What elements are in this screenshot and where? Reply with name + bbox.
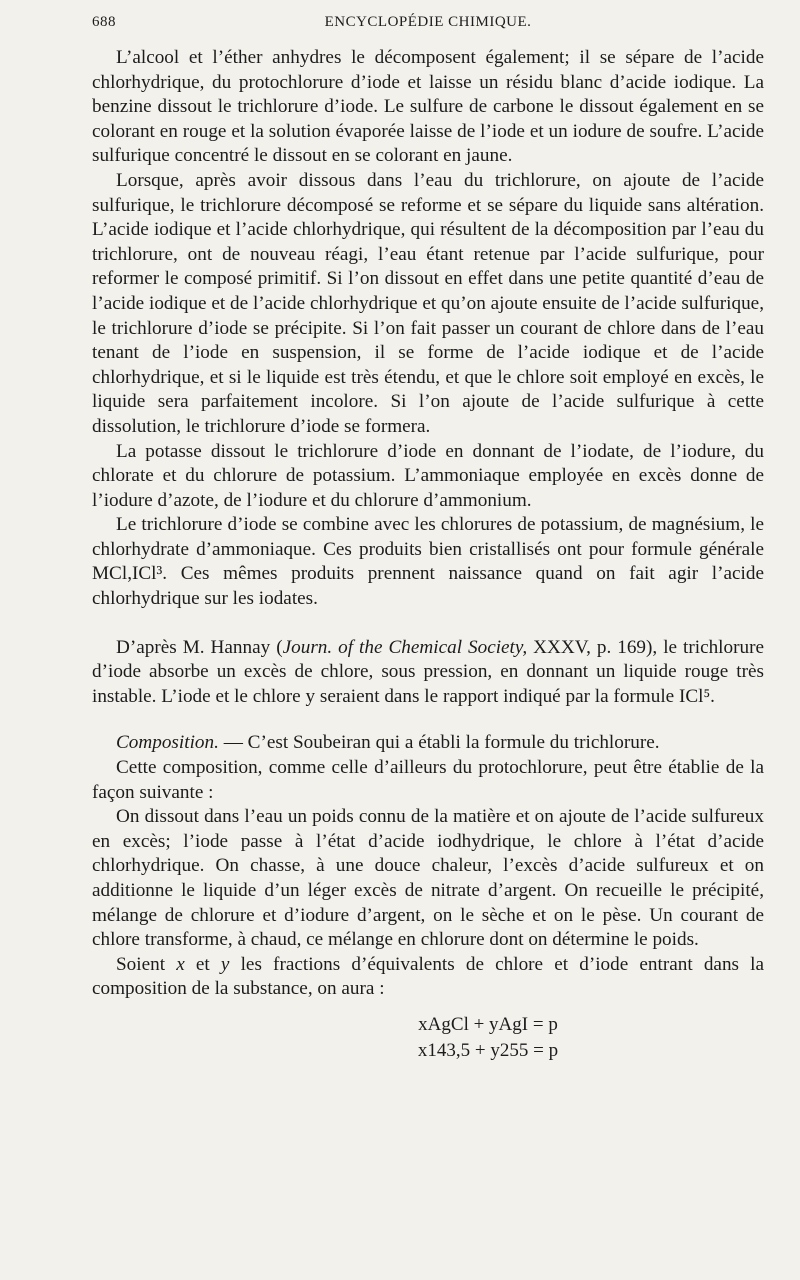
paragraph-hannay bbox=[92, 636, 764, 710]
paragraph-potasse: La potasse dissout le trichlorure d’iode en donnant de l’iodate, de l’iodure, du chlorate et du chlorure de potassium. L’ammoniaque employée en excès donne de l’iodure d’azote, de l’iodure et du chlorure d’ammonium. bbox=[92, 440, 764, 511]
formula-block bbox=[92, 1012, 764, 1064]
running-head: ENCYCLOPÉDIE CHIMIQUE. bbox=[324, 14, 532, 30]
variables-text-c: les fractions d’équivalents de chlore et d’iode entrant dans la composition de la substance, on aura : bbox=[92, 953, 765, 1000]
section-title-composition: Composition. bbox=[116, 732, 219, 754]
variables-text-a: Soient bbox=[116, 953, 177, 975]
journal-title: Journ. of the Chemical Society, bbox=[282, 636, 528, 658]
paragraph-decomposition: L’alcool et l’éther anhydres le décomposent également; il se sépare de l’acide chlorhydrique, du protochlorure d’iode et laisse un résidu blanc d’acide iodique. La benzine dissout le trichlorure d’iode. Le sulfure de carbone le dissout également en se colorant en rouge et la solution évaporée laisse de l’iode et un iodure de soufre. L’acide sulfurique concentré le dissout en se colorant en jaune. bbox=[92, 47, 764, 167]
hannay-text-b: XXXV, p. 169), le trichlorure d’iode absorbe un excès de chlore, sous pression, en donnant un liquide rouge très instable. L’iode et le chlore y seraient dans le rapport indiqué par la formule ICl⁵. bbox=[92, 636, 765, 707]
formula-line-2: x143,5 + y255 = p bbox=[417, 1039, 559, 1061]
hannay-text-a: D’après M. Hannay ( bbox=[116, 636, 283, 658]
variables-text-b: et bbox=[184, 953, 221, 975]
page-header bbox=[92, 14, 764, 40]
paragraph-variables bbox=[92, 953, 764, 1002]
body-text bbox=[92, 46, 764, 1064]
paragraph-composition bbox=[92, 731, 764, 756]
formula-line-1: xAgCl + yAgI = p bbox=[418, 1013, 558, 1035]
paragraph-method: On dissout dans l’eau un poids connu de la matière et on ajoute de l’acide sulfureux en excès; l’iode passe à l’état d’acide iodhydrique, le chlore à l’état d’acide chlorhydrique. On chasse, à une douce chaleur, l’excès d’acide sulfureux et on additionne le liquide d’un léger excès de nitrate d’argent. On recueille le précipité, mélange de chlorure et d’iodure d’argent, on le sèche et on le pèse. Un courant de chlore transforme, à chaud, ce mélange en chlorure dont on détermine le poids. bbox=[92, 806, 764, 951]
variable-y: y bbox=[220, 953, 230, 975]
paragraph-combinations: Le trichlorure d’iode se combine avec les chlorures de potassium, de magnésium, le chlorhydrate d’ammoniaque. Ces produits bien cristallisés ont pour formule générale MCl,ICl³. Ces mêmes produits prennent naissance quand on fait agir l’acide chlorhydrique sur les iodates. bbox=[92, 514, 764, 610]
page-number: 688 bbox=[92, 14, 116, 30]
paragraph-method-intro: Cette composition, comme celle d’ailleurs du protochlorure, peut être établie de la façon suivante : bbox=[92, 757, 764, 803]
paragraph-reformation: Lorsque, après avoir dissous dans l’eau du trichlorure, on ajoute de l’acide sulfurique, le trichlorure décomposé se reforme et se sépare du liquide sans altération. L’acide iodique et l’acide chlorhydrique, qui résultent de la décomposition par l’eau du trichlorure, ont de nouveau réagi, l’eau étant retenue par l’acide sulfurique, pour reformer le composé primitif. Si l’on dissout en effet dans une petite quantité d’eau de l’acide iodique et de l’acide chlorhydrique et qu’on ajoute ensuite de l’acide sulfurique, le trichlorure d’iode se précipite. Si l’on fait passer un courant de chlore dans de l’eau tenant de l’iode en suspension, il se forme de l’acide iodique et de l’acide chlorhydrique, et si le liquide est très étendu, et que le chlore soit employé en excès, le liquide sera parfaitement incolore. Si l’on ajoute de l’acide sulfurique à cette dissolution, le trichlorure d’iode se formera. bbox=[92, 169, 764, 437]
variable-x: x bbox=[176, 953, 185, 975]
composition-text: — C’est Soubeiran qui a établi la formule du trichlorure. bbox=[218, 732, 660, 754]
